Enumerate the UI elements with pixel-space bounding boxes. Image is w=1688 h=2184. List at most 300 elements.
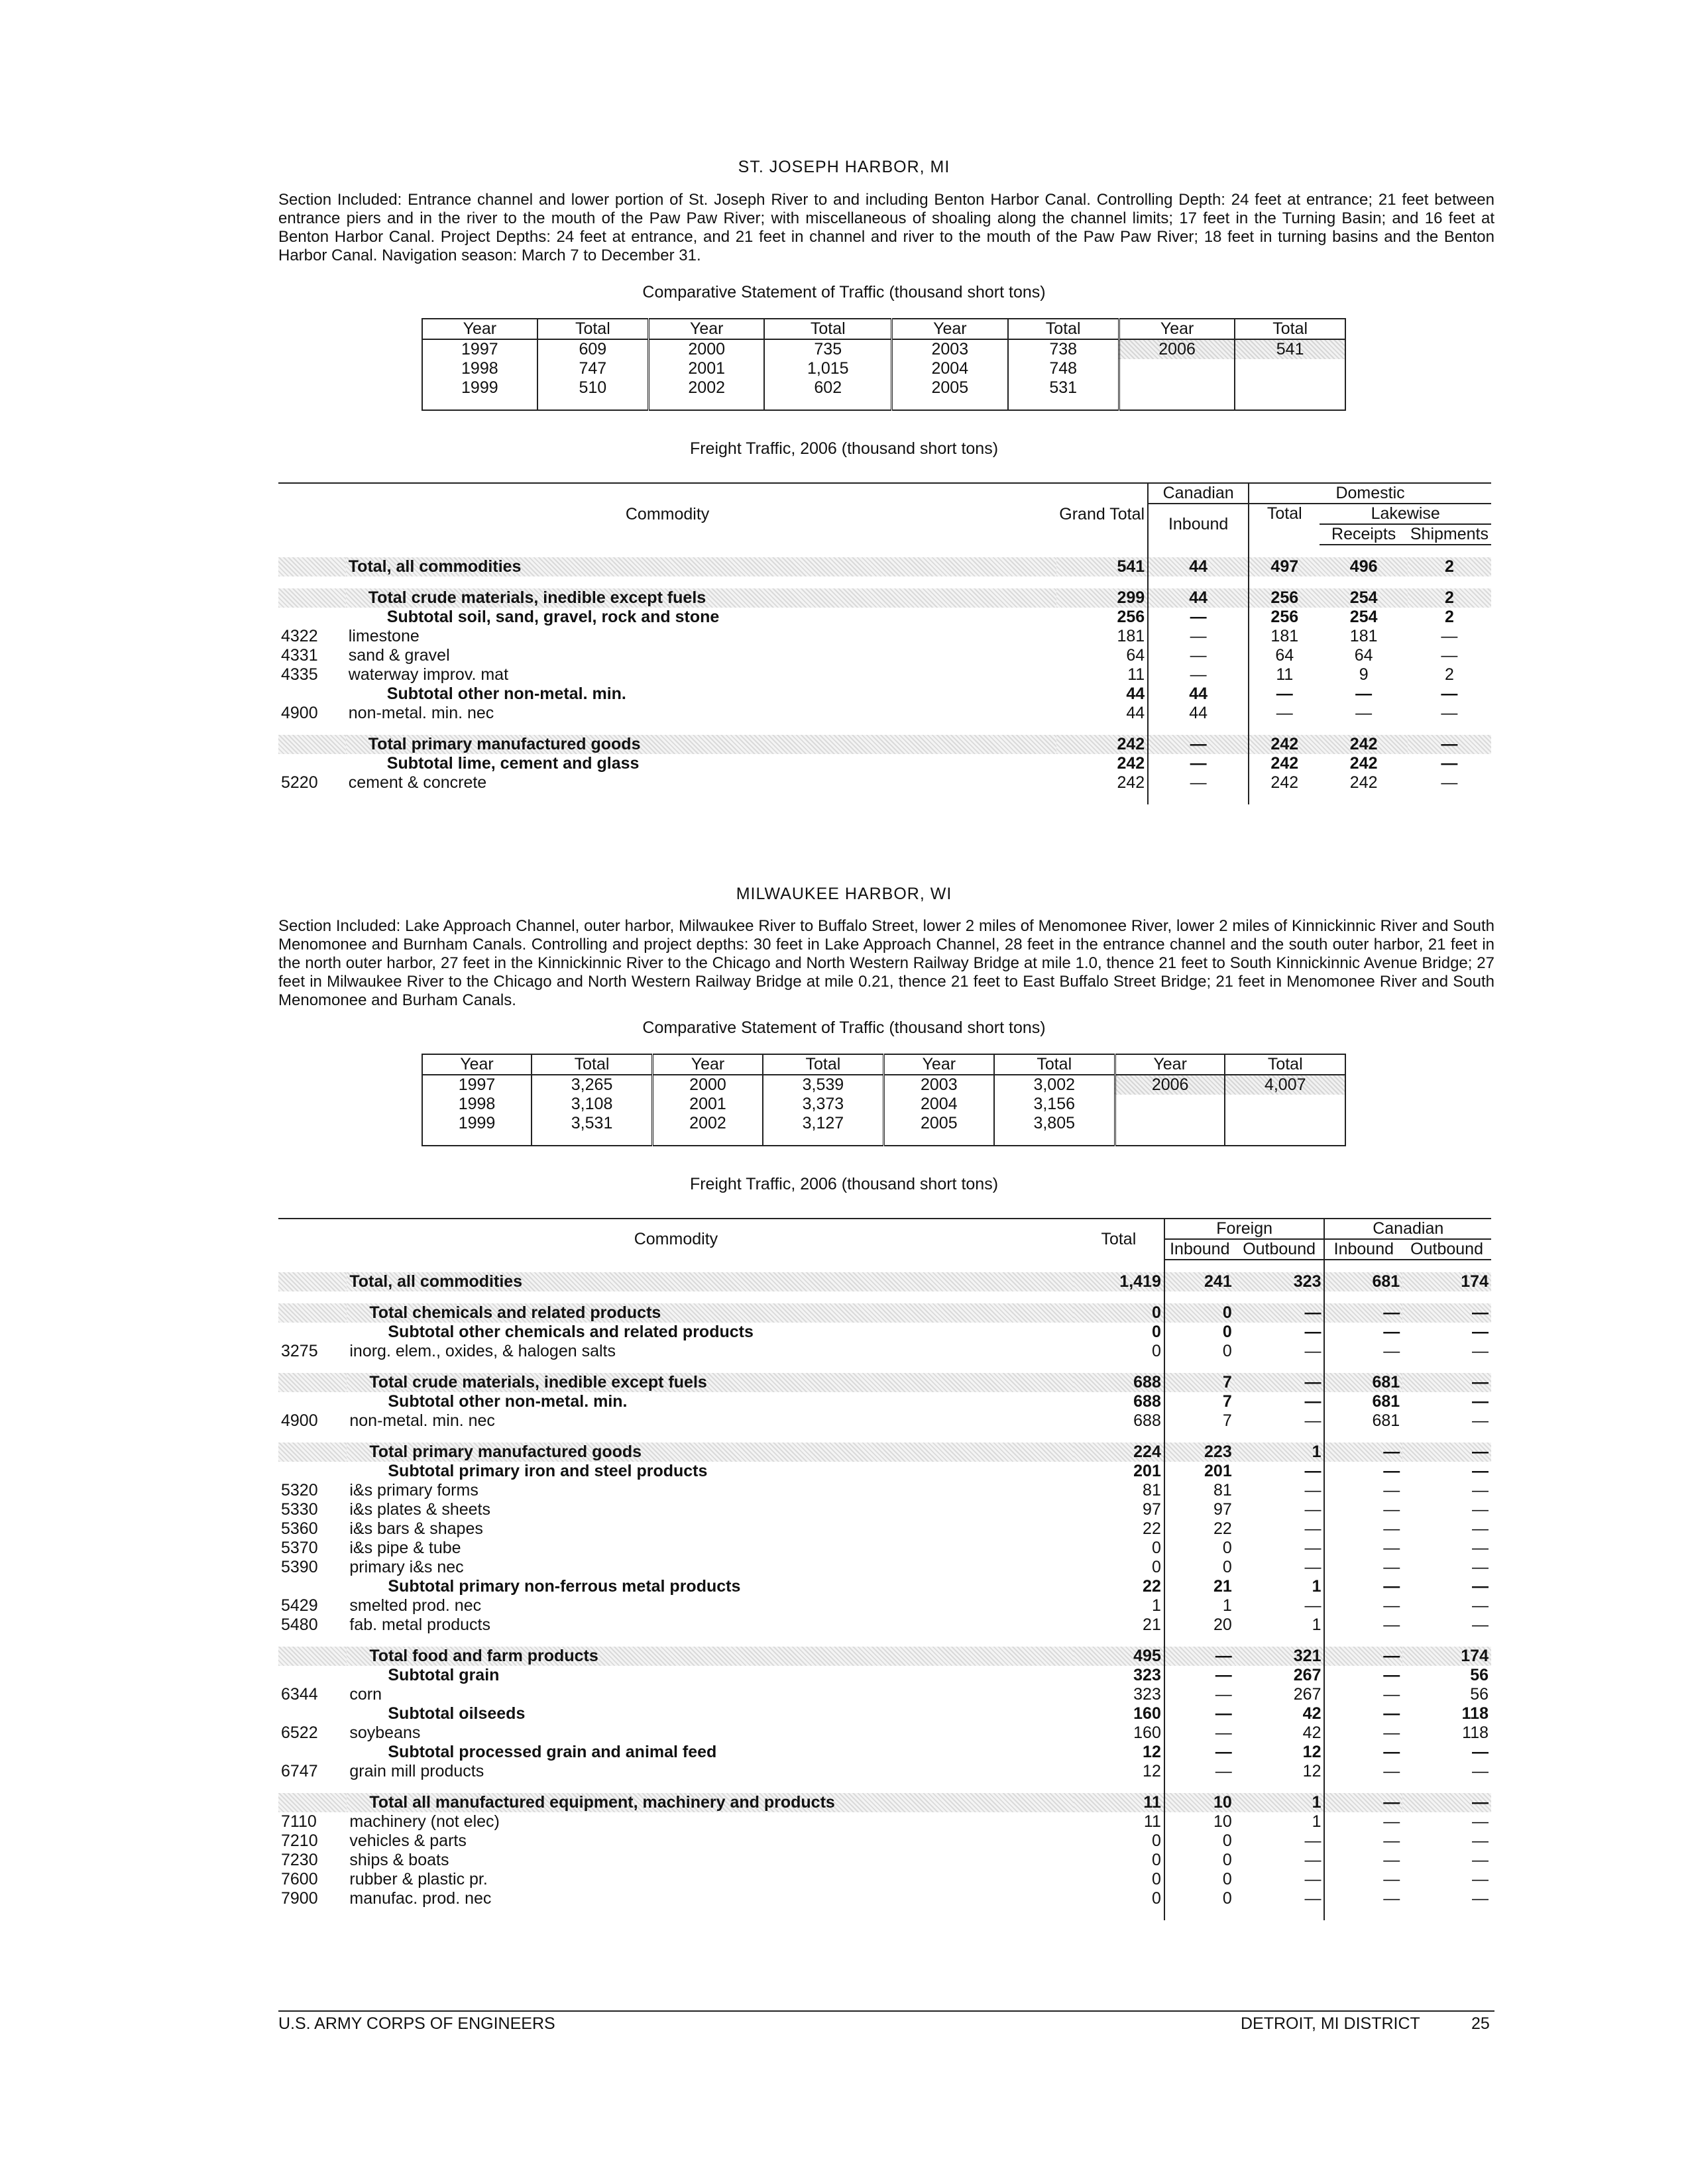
value-cell: —: [1472, 1615, 1489, 1634]
value-cell: 0: [1164, 1342, 1235, 1361]
spacer-cell: [1408, 576, 1491, 588]
spacer-cell: [1235, 1291, 1325, 1303]
value-cell: 7: [1164, 1411, 1235, 1431]
commodity-row: [278, 1704, 1491, 1723]
spacer-cell: [1235, 1908, 1325, 1920]
header-canadian: Canadian: [1148, 483, 1249, 504]
comparative-cell: 1998: [422, 1095, 532, 1114]
value-cell: —: [1235, 1373, 1325, 1392]
commodity-code: 4335: [281, 665, 318, 684]
value-cell: —: [1249, 704, 1320, 723]
value-cell: —: [1324, 1615, 1402, 1635]
spacer-cell: [278, 1291, 347, 1303]
value-cell: 64: [1354, 646, 1373, 665]
commodity-row: [278, 684, 1491, 704]
commodity-label: i&s primary forms: [349, 1481, 478, 1500]
value-cell: —: [1304, 1596, 1322, 1615]
value-cell: —: [1164, 1762, 1235, 1781]
commodity-row: [278, 627, 1491, 646]
commodity-code: 6522: [281, 1723, 318, 1742]
value-cell: —: [1324, 1685, 1402, 1704]
spacer-cell: [1164, 1361, 1235, 1373]
value-cell: —: [1355, 704, 1373, 722]
commodity-label: Subtotal lime, cement and glass: [386, 754, 640, 773]
commodity-label: waterway improv. mat: [348, 665, 509, 684]
section-title-milwaukee: MILWAUKEE HARBOR, WI: [736, 885, 952, 903]
value-cell: 181: [1249, 627, 1320, 646]
spacer-cell: [1074, 1260, 1164, 1272]
value-cell: 242: [1249, 735, 1320, 754]
value-cell: —: [1441, 704, 1458, 722]
value-cell: 12: [1143, 1743, 1161, 1761]
spacer-cell: [1320, 792, 1407, 804]
value-cell: 1: [1312, 1812, 1322, 1831]
commodity-code: [278, 1666, 347, 1685]
spacer-cell: [1074, 1361, 1164, 1373]
spacer-cell: [347, 1635, 1074, 1647]
value-cell: 174: [1402, 1647, 1491, 1666]
commodity-label: ships & boats: [349, 1851, 449, 1869]
commodity-label: Subtotal other non-metal. min.: [386, 684, 626, 703]
footer-rule: [278, 2010, 1494, 2012]
value-cell: 223: [1164, 1443, 1235, 1462]
spacer-cell: [278, 1908, 347, 1920]
comparative-cell: 3,108: [532, 1095, 653, 1114]
commodity-label: Total food and farm products: [347, 1647, 1074, 1666]
commodity-row: [278, 1889, 1491, 1908]
spacer-cell: [1074, 1781, 1164, 1793]
commodity-row: [278, 1793, 1491, 1812]
value-cell: —: [1472, 1851, 1489, 1869]
value-cell: —: [1304, 1323, 1322, 1341]
comparative-cell: 2000: [653, 1075, 763, 1095]
value-cell: —: [1355, 684, 1373, 703]
value-cell: —: [1472, 1342, 1489, 1360]
value-cell: —: [1324, 1793, 1402, 1812]
spacer-cell: [1402, 1260, 1491, 1272]
value-cell: —: [1472, 1500, 1489, 1519]
commodity-code: 5429: [281, 1596, 318, 1615]
value-cell: 254: [1320, 588, 1407, 608]
value-cell: 256: [1249, 588, 1320, 608]
value-cell: 11: [1143, 1812, 1161, 1831]
value-cell: 44: [1126, 684, 1145, 703]
commodity-row: [278, 1303, 1491, 1323]
comparative-row: [422, 1095, 1345, 1114]
spacer-cell: [278, 792, 346, 804]
commodity-code: 4322: [281, 627, 318, 645]
commodity-code: 7900: [281, 1889, 318, 1908]
section-description-st-joseph: Section Included: Entrance channel and lower portion of St. Joseph River to and including Benton Harbor Canal. Controlling Depth: 24 feet at entrance; 21 feet between entrance piers and in the river to the mouth of the Paw Paw River; with miscellaneous of shoaling along the channel limits; 17 feet in the Turning Basin; and 16 feet at Benton Harbor Canal. Project Depths: 24 feet at entrance, and 21 feet in channel and river to the mouth of the Paw Paw River; 18 feet in turning basins and the Benton Harbor Canal. Navigation season: March 7 to December 31.: [278, 191, 1494, 264]
value-cell: 181: [1117, 627, 1145, 645]
commodity-row: [278, 665, 1491, 684]
value-cell: —: [1304, 1342, 1322, 1360]
commodity-code: 7600: [281, 1870, 318, 1888]
value-cell: —: [1472, 1831, 1489, 1850]
spacer-cell: [1148, 723, 1249, 735]
commodity-label: sand & gravel: [348, 646, 450, 665]
value-cell: —: [1324, 1851, 1402, 1870]
comparative-cell: 602: [764, 378, 891, 410]
commodity-row: [278, 1373, 1491, 1392]
value-cell: —: [1249, 684, 1320, 704]
spacer-cell: [347, 1291, 1074, 1303]
value-cell: —: [1324, 1323, 1402, 1342]
commodity-code: [278, 557, 346, 576]
commodity-code: 7110: [281, 1812, 317, 1831]
value-cell: —: [1304, 1500, 1322, 1519]
value-cell: —: [1304, 1519, 1322, 1538]
comparative-header-cell: Total: [532, 1054, 653, 1075]
value-cell: 0: [1151, 1323, 1161, 1341]
commodity-row: [278, 1596, 1491, 1615]
value-cell: 0: [1164, 1889, 1235, 1908]
value-cell: —: [1402, 1373, 1491, 1392]
commodity-code: 3275: [281, 1342, 318, 1360]
commodity-code: [278, 1272, 347, 1291]
spacer-row: [278, 792, 1491, 804]
value-cell: —: [1324, 1481, 1402, 1500]
freight-caption-st-joseph: Freight Traffic, 2006 (thousand short tons): [689, 439, 999, 458]
spacer-cell: [1056, 576, 1148, 588]
comparative-header-cell: Year: [653, 1054, 763, 1075]
commodity-row: [278, 704, 1491, 723]
spacer-cell: [1324, 1361, 1402, 1373]
value-cell: —: [1148, 773, 1249, 792]
value-cell: —: [1324, 1743, 1402, 1762]
value-cell: 64: [1249, 646, 1320, 665]
commodity-row: [278, 1323, 1491, 1342]
commodity-code: [278, 1443, 347, 1462]
comparative-cell: 1,015: [764, 359, 891, 378]
commodity-row: [278, 1685, 1491, 1704]
spacer-cell: [1402, 1361, 1491, 1373]
comparative-header-cell: Year: [883, 1054, 993, 1075]
spacer-cell: [1324, 1781, 1402, 1793]
value-cell: 160: [1133, 1723, 1161, 1742]
commodity-code: 4900: [281, 704, 318, 722]
spacer-cell: [1249, 545, 1320, 557]
spacer-row: [278, 1635, 1491, 1647]
comparative-cell: 2004: [892, 359, 1008, 378]
value-cell: 22: [1143, 1519, 1161, 1538]
spacer-cell: [278, 1781, 347, 1793]
comparative-cell: [1119, 359, 1235, 378]
commodity-label: Subtotal grain: [388, 1666, 500, 1684]
value-cell: 12: [1302, 1762, 1322, 1780]
value-cell: —: [1472, 1519, 1489, 1538]
value-cell: —: [1164, 1685, 1235, 1704]
comparative-cell: 3,373: [763, 1095, 884, 1114]
commodity-label: Subtotal other chemicals and related products: [388, 1323, 754, 1341]
commodity-code: 4331: [281, 646, 318, 665]
value-cell: 242: [1117, 754, 1145, 773]
comparative-cell: 510: [537, 378, 649, 410]
comparative-row: [422, 1075, 1345, 1095]
comparative-cell: 2006: [1119, 339, 1235, 359]
commodity-row: [278, 1539, 1491, 1558]
spacer-cell: [347, 1908, 1074, 1920]
commodity-code: 4900: [281, 1411, 318, 1430]
value-cell: —: [1324, 1723, 1402, 1743]
spacer-cell: [346, 545, 1056, 557]
value-cell: —: [1304, 1851, 1322, 1869]
commodity-code: [278, 1743, 347, 1762]
value-cell: —: [1324, 1462, 1402, 1481]
commodity-row: [278, 1462, 1491, 1481]
comparative-cell: 735: [764, 339, 891, 359]
comparative-header-cell: Total: [763, 1054, 884, 1075]
comparative-header-row: [422, 319, 1345, 339]
comparative-cell: [1235, 378, 1345, 410]
value-cell: 12: [1302, 1743, 1322, 1761]
commodity-code: [278, 1303, 347, 1323]
value-cell: 9: [1359, 665, 1369, 684]
value-cell: 44: [1126, 704, 1145, 722]
spacer-cell: [1074, 1291, 1164, 1303]
header-domestic-total: Total: [1249, 504, 1320, 545]
comparative-row: [422, 359, 1345, 378]
value-cell: 299: [1056, 588, 1148, 608]
value-cell: 1: [1235, 1443, 1325, 1462]
value-cell: —: [1472, 1558, 1489, 1576]
value-cell: 242: [1349, 754, 1378, 773]
value-cell: —: [1148, 608, 1249, 627]
value-cell: —: [1402, 1303, 1491, 1323]
spacer-cell: [1074, 1908, 1164, 1920]
value-cell: —: [1402, 1443, 1491, 1462]
value-cell: 118: [1462, 1723, 1489, 1742]
spacer-cell: [1408, 545, 1491, 557]
value-cell: 11: [1127, 665, 1145, 684]
spacer-cell: [1324, 1260, 1402, 1272]
commodity-row: [278, 773, 1491, 792]
value-cell: —: [1472, 1462, 1489, 1480]
spacer-cell: [1164, 1908, 1235, 1920]
value-cell: 0: [1164, 1831, 1235, 1851]
comparative-header-cell: Year: [422, 319, 537, 339]
value-cell: 323: [1133, 1666, 1161, 1684]
commodity-label: Total primary manufactured goods: [347, 1443, 1074, 1462]
value-cell: 20: [1164, 1615, 1235, 1635]
spacer-cell: [1324, 1908, 1402, 1920]
spacer-cell: [1235, 1431, 1325, 1443]
commodity-code: 5320: [281, 1481, 318, 1500]
commodity-row: [278, 1500, 1491, 1519]
commodity-code: 7210: [281, 1831, 318, 1850]
comparative-cell: 2006: [1115, 1075, 1225, 1095]
header-commodity: Commodity: [278, 1219, 1074, 1260]
value-cell: —: [1304, 1831, 1322, 1850]
value-cell: —: [1441, 627, 1458, 645]
comparative-cell: 2004: [883, 1095, 993, 1114]
value-cell: 1,419: [1074, 1272, 1164, 1291]
commodity-label: Subtotal primary non-ferrous metal products: [388, 1577, 741, 1596]
spacer-cell: [1324, 1431, 1402, 1443]
header-foreign-inbound: Inbound: [1164, 1239, 1235, 1260]
value-cell: —: [1324, 1831, 1402, 1851]
value-cell: 0: [1151, 1539, 1161, 1557]
value-cell: —: [1304, 1889, 1322, 1908]
value-cell: 81: [1164, 1481, 1235, 1500]
comparative-cell: 2001: [653, 1095, 763, 1114]
spacer-cell: [1074, 1431, 1164, 1443]
comparative-cell: 2002: [649, 378, 765, 410]
comparative-cell: 2002: [653, 1114, 763, 1146]
value-cell: —: [1472, 1596, 1489, 1615]
value-cell: 267: [1293, 1666, 1322, 1684]
freight-caption-milwaukee: Freight Traffic, 2006 (thousand short tons): [689, 1175, 999, 1193]
commodity-code: [278, 1373, 347, 1392]
value-cell: 44: [1148, 704, 1249, 723]
value-cell: 0: [1164, 1851, 1235, 1870]
value-cell: —: [1324, 1596, 1402, 1615]
commodity-row: [278, 1743, 1491, 1762]
spacer-cell: [1320, 723, 1407, 735]
comparative-cell: [1115, 1114, 1225, 1146]
comparative-header-cell: Total: [1235, 319, 1345, 339]
comparative-cell: 747: [537, 359, 649, 378]
spacer-row: [278, 545, 1491, 557]
value-cell: 256: [1249, 608, 1320, 627]
commodity-code: [278, 1323, 347, 1342]
spacer-cell: [347, 1260, 1074, 1272]
spacer-cell: [1235, 1260, 1325, 1272]
spacer-cell: [1402, 1908, 1491, 1920]
commodity-label: i&s pipe & tube: [349, 1539, 461, 1557]
commodity-code: 5370: [281, 1539, 318, 1557]
commodity-code: [278, 588, 346, 608]
commodity-row: [278, 1723, 1491, 1743]
value-cell: 1: [1151, 1596, 1161, 1615]
comparative-cell: 1999: [422, 1114, 532, 1146]
value-cell: 201: [1133, 1462, 1161, 1480]
commodity-label: non-metal. min. nec: [349, 1411, 495, 1430]
spacer-cell: [1148, 545, 1249, 557]
spacer-row: [278, 1260, 1491, 1272]
comparative-header-cell: Total: [1008, 319, 1119, 339]
value-cell: —: [1472, 1743, 1489, 1761]
value-cell: 681: [1324, 1272, 1402, 1291]
comparative-cell: 4,007: [1225, 1075, 1345, 1095]
header-commodity: Commodity: [278, 483, 1056, 545]
comparative-cell: 2003: [883, 1075, 993, 1095]
value-cell: 541: [1056, 557, 1148, 576]
value-cell: 0: [1164, 1323, 1235, 1342]
value-cell: 1: [1312, 1615, 1322, 1634]
value-cell: 0: [1164, 1870, 1235, 1889]
commodity-label: soybeans: [349, 1723, 421, 1742]
commodity-label: Subtotal processed grain and animal feed: [388, 1743, 717, 1761]
value-cell: —: [1324, 1558, 1402, 1577]
value-cell: 0: [1074, 1303, 1164, 1323]
commodity-row: [278, 1481, 1491, 1500]
spacer-cell: [1402, 1635, 1491, 1647]
value-cell: 254: [1349, 608, 1378, 626]
value-cell: 118: [1461, 1704, 1489, 1723]
spacer-cell: [278, 1431, 347, 1443]
value-cell: —: [1164, 1743, 1235, 1762]
spacer-cell: [1164, 1635, 1235, 1647]
commodity-row: [278, 1812, 1491, 1831]
commodity-code: 5220: [281, 773, 318, 792]
comparative-cell: [1235, 359, 1345, 378]
spacer-cell: [347, 1781, 1074, 1793]
commodity-row: [278, 1411, 1491, 1431]
value-cell: —: [1148, 646, 1249, 665]
spacer-cell: [1164, 1431, 1235, 1443]
commodity-code: [278, 1577, 347, 1596]
value-cell: 81: [1143, 1481, 1161, 1500]
commodity-row: [278, 557, 1491, 576]
value-cell: —: [1304, 1481, 1322, 1500]
commodity-row: [278, 1831, 1491, 1851]
value-cell: 0: [1151, 1831, 1161, 1850]
spacer-cell: [1402, 1291, 1491, 1303]
header-foreign-outbound: Outbound: [1235, 1239, 1325, 1260]
spacer-row: [278, 723, 1491, 735]
comparative-cell: 609: [537, 339, 649, 359]
value-cell: —: [1324, 1539, 1402, 1558]
value-cell: —: [1324, 1889, 1402, 1908]
value-cell: 241: [1164, 1272, 1235, 1291]
value-cell: —: [1324, 1443, 1402, 1462]
value-cell: —: [1408, 735, 1491, 754]
commodity-code: [278, 1793, 347, 1812]
comparative-cell: 3,265: [532, 1075, 653, 1095]
value-cell: 10: [1164, 1793, 1235, 1812]
value-cell: 256: [1117, 608, 1145, 626]
comparative-header-cell: Total: [537, 319, 649, 339]
spacer-cell: [347, 1361, 1074, 1373]
commodity-label: fab. metal products: [349, 1615, 490, 1634]
value-cell: 64: [1126, 646, 1145, 665]
spacer-cell: [1074, 1635, 1164, 1647]
value-cell: 1: [1312, 1577, 1322, 1596]
value-cell: 0: [1151, 1342, 1161, 1360]
comparative-cell: 1998: [422, 359, 537, 378]
value-cell: —: [1472, 1323, 1489, 1341]
value-cell: 2: [1408, 557, 1491, 576]
value-cell: 1: [1235, 1793, 1325, 1812]
commodity-row: [278, 1851, 1491, 1870]
header-canadian: Canadian: [1324, 1219, 1491, 1239]
value-cell: 12: [1143, 1762, 1161, 1780]
value-cell: —: [1148, 627, 1249, 646]
section-title-st-joseph: ST. JOSEPH HARBOR, MI: [738, 158, 950, 176]
header-canadian-inbound: Inbound: [1324, 1239, 1402, 1260]
commodity-row: [278, 1558, 1491, 1577]
value-cell: —: [1304, 1558, 1322, 1576]
value-cell: —: [1324, 1762, 1402, 1781]
spacer-cell: [278, 576, 346, 588]
commodity-row: [278, 1577, 1491, 1596]
commodity-label: vehicles & parts: [349, 1831, 467, 1850]
value-cell: —: [1148, 665, 1249, 684]
commodity-code: [278, 684, 346, 704]
value-cell: 242: [1249, 754, 1320, 773]
comparative-header-cell: Year: [1115, 1054, 1225, 1075]
commodity-row: [278, 1342, 1491, 1361]
comparative-cell: 2000: [649, 339, 765, 359]
value-cell: 0: [1151, 1851, 1161, 1869]
comparative-header-cell: Total: [1225, 1054, 1345, 1075]
commodity-label: smelted prod. nec: [349, 1596, 482, 1615]
commodity-label: Total, all commodities: [346, 557, 1056, 576]
spacer-cell: [346, 792, 1056, 804]
commodity-row: [278, 1762, 1491, 1781]
spacer-row: [278, 1908, 1491, 1920]
